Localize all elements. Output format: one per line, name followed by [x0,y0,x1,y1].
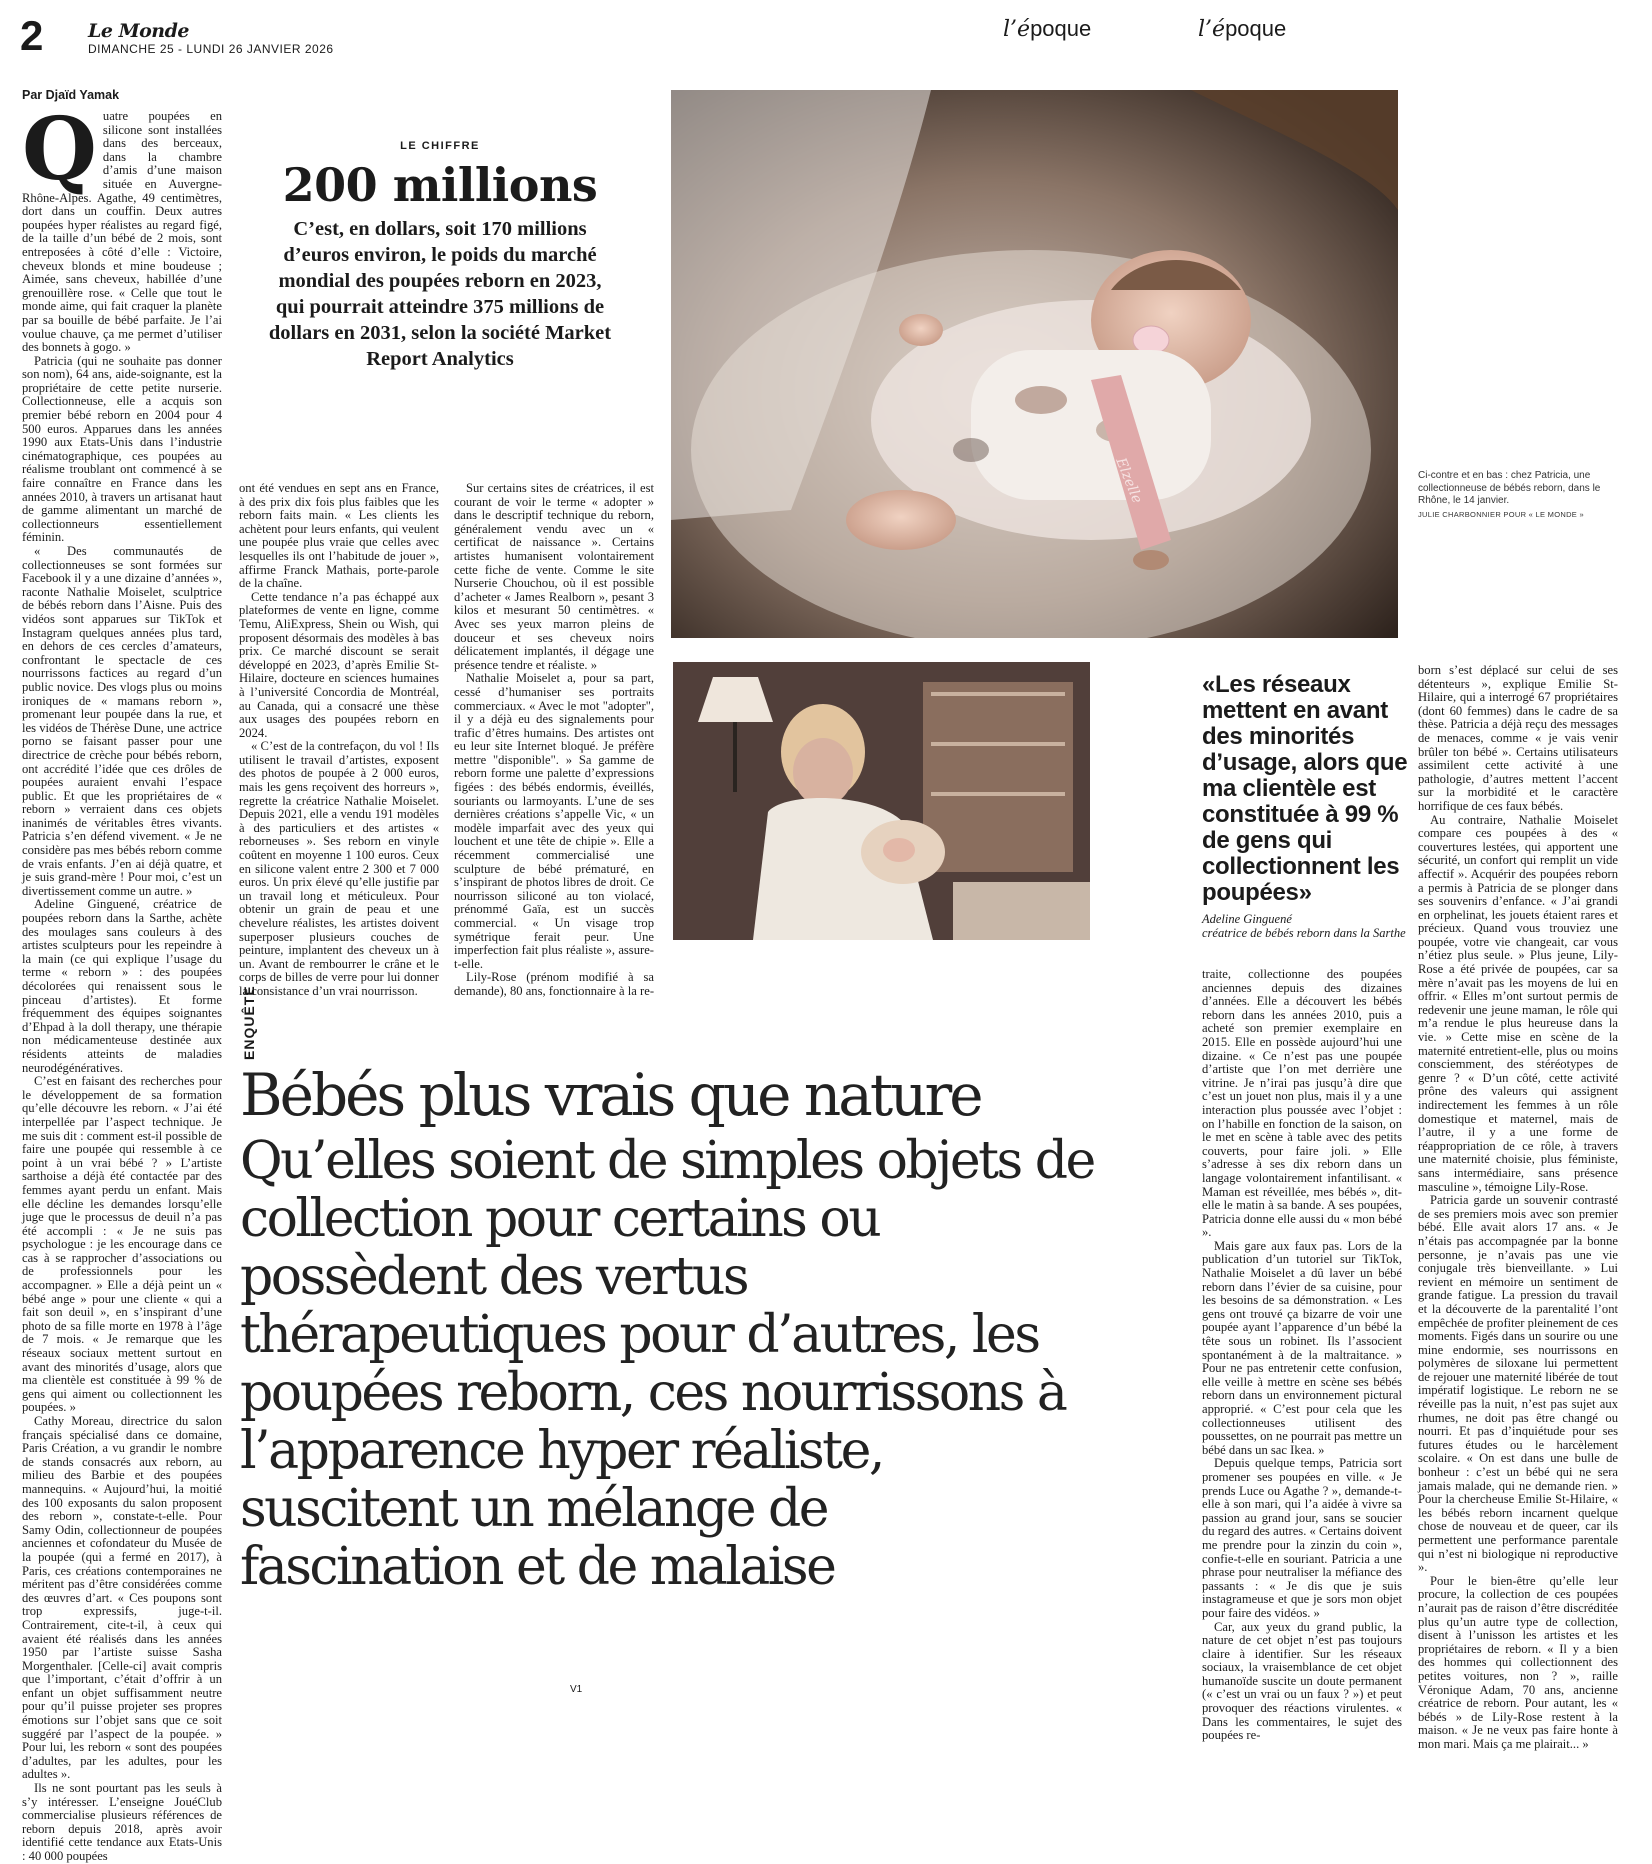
page-number: 2 [20,12,44,59]
article-label: ENQUÊTE [241,985,257,1060]
article-column-2 [239,481,439,998]
section-title-right [1198,16,1286,42]
paragraph: Lily-Rose (prénom modifié à sa demande), 80 ans, fonctionnaire à la re- [454,970,655,998]
paragraph: Nathalie Moiselet a, pour sa part, cessé d’humaniser ses portraits commerciaux. « Avec le mot "adopter", il y a déjà eu des signalements pour trafic d’êtres humains. Des artistes ont eu leur site Internet bloqué. Je préfère mettre "disponible". » Sa gamme de reborn forme une palette d’expressions figées : des bébés endormis, éveillés, souriants ou larmoyants. L’une de ses dernières créations s’appelle Vic, « un modèle imparfait avec des yeux qui louchent et une tête de chipie ». Elle a récemment commercialisé une sculpture de bébé prématuré, en s’inspirant de photos libres de droit. Ce nourrisson siliconé au ton violacé, prénommé Gaïa, est un succès commercial. « Un visage trop symétrique ferait peur. Une imperfection fait plus réaliste », assure-t-elle. [454,671,654,971]
section-title-left [1003,16,1091,42]
section-title-right-suffix: poque [1225,16,1287,41]
author-byline: Par Djaïd Yamak [22,88,120,102]
pull-quote-role: créatrice de bébés reborn dans la Sarthe [1202,926,1406,940]
paragraph: Ils ne sont pourtant pas les seuls à s’y intéresser. L’enseigne JouéClub commercialise plusieurs références de reborn depuis 2018, après avoir identifié cette tendance aux Etats-Unis : 40 000 poupées [22,1781,222,1863]
paragraph: Cathy Moreau, directrice du salon français spécialisé dans ce domaine, Paris Création, a vu grandir le nombre de stands consacrés aux reborn, au milieu des Barbie et des poupées mannequins. « Aujourd’hui, la moitié des 100 exposants du salon proposent des reborn », constate-t-elle. Pour Samy Odin, collectionneur de poupées anciennes et cofondateur du Musée de la poupée (qui a fermé en 2017), à Paris, ces créations contemporaines ne méritent pas d’être considérées comme des œuvres d’art. « Ces poupons sont trop expressifs, juge-t-il. Contrairement, cite-t-il, à ceux qui avaient été réalisés dans les années 1950 par l’artiste suisse Sasha Morgenthaler. [Celle-ci] avait compris que l’important, c’était d’offrir à un enfant un objet suffisamment neutre pour qu’il puisse projeter ses propres émotions sur l’objet sans que ce soit suggéré par l’aspect de la poupée. » Pour lui, les reborn « sont des poupées d’adultes, par les adultes, pour les adultes ». [22,1414,222,1782]
page-folio: V1 [570,1684,583,1695]
pull-quote: «Les réseaux mettent en avant des minorités d’usage, alors que ma clientèle est constituée à 99 % de gens qui collectionnent les poupées» [1202,671,1408,906]
paragraph: Au contraire, Nathalie Moiselet compare ces poupées à des « couvertures lestées, qui apportent une sécurité, un confort qui remplit un vide affectif ». Acquérir des poupées reborn a permis à Patricia de se plonger dans ses souvenirs d’enfance. « J’ai grandi en orphelinat, les jouets étaient rares et précieux. Quand vous trouviez une poupée, votre vie changeait, car vous n’étiez plus seule. » Plus jeune, Lily-Rose a été privée de poupées, car sa mère n’avait pas les moyens de lui en offrir. « Elles m’ont surtout permis de redevenir une jeune maman, le rôle qui m’a rendue le plus heureuse dans la vie. » Cette mise en scène de la maternité entretient-elle, plus ou moins consciemment, des stéréotypes de genre ? « D’un côté, cette activité prône des valeurs qui assignent indirectement les femmes à un rôle domestique et maternel, mais de l’autre, il y a une forme de réappropriation de ce rôle, à travers une maternité choisie, plus féministe, sans intermédiaire, sans présence masculine », témoigne Lily-Rose. [1418,812,1618,1194]
paragraph: Patricia (qui ne souhaite pas donner son nom), 64 ans, aide-soignante, est la propriétaire de cette petite nurserie. Collectionneuse, elle a acquis son premier bébé reborn en 2004 pour 4 500 euros. Apparues dans les années 1990 aux Etats-Unis dans l’industrie cinématographique, ces poupées au réalisme troublant ont commencé à se faire connaître en France dans les années 2010, à travers un artisanat haut de gamme alimentant un marché de collectionneurs essentiellement féminin. [22,353,222,545]
pull-quote-attribution [1202,912,1452,940]
paragraph: born s’est déplacé sur celui de ses détenteurs », explique Emilie St-Hilaire, qui a interrogé 67 propriétaires (dont 60 femmes) dans le cadre de sa thèse. Patricia a déjà reçu des messages de menaces, comme « je vais venir brûler ton bébé ». Certains utilisateurs assimilent cette activité à une pathologie, d’autres mettent l’accent sur la morbidité et le caractère horrifique de ces faux bébés. [1418,663,1618,813]
article-column-4 [1202,967,1402,1743]
issue-date: DIMANCHE 25 - LUNDI 26 JANVIER 2026 [88,42,334,56]
photo-reborn-baby [671,90,1398,638]
article-headline: Bébés plus vrais que nature [240,1061,981,1129]
paragraph: Patricia garde un souvenir contrasté de ses premiers mois avec son premier bébé. Elle avait alors 17 ans. « Je n’étais pas accompagnée par la bonne personne, je n’avais pas une vie conjugale très bienveillante. » Lui revient en mémoire un sentiment de grande fatigue. La pression du travail et la découverte de la parentalité l’ont empêchée de profiter pleinement de ces moments. Figés dans un sourire ou une mine endormie, ses nourrissons en polymères de siloxane lui permettent de rejouer une maternité libérée de tout impératif logistique. Le reborn ne se réveille pas la nuit, n’est pas sujet aux rhumes, ne doit pas être changé ou nourri. Et pas d’inquiétude pour ses futures études ou le harcèlement scolaire. « On est dans une bulle de bonheur : c’est un bébé qui ne sera jamais malade, qui ne demande rien. » Pour la chercheuse Emilie St-Hilaire, « les bébés reborn incarnent quelque chose de nouveau et de queer, car ils permettent une performance parentale qui n’est ni biologique ni reproductive ». [1418,1193,1618,1575]
figure-text: C’est, en dollars, soit 170 millions d’euros environ, le poids du marché mondial des poupées reborn en 2023, qui pourrait atteindre 375 millions de dollars en 2031, selon la société Market Report Analytics [268,218,612,370]
bracelet-text: Elzelle [1112,455,1145,506]
photo-collector [673,662,1090,940]
section-title-right-prefix: l’é [1198,17,1226,42]
article-column-3 [454,481,655,998]
drop-cap: Q [22,99,97,200]
article-column-1 [22,99,222,1863]
paragraph: « C’est de la contrefaçon, du vol ! Ils utilisent le travail d’artistes, exposent des photos de poupée à 2 000 euros, mais les gens reçoivent des horreurs », regrette la créatrice Nathalie Moiselet. Depuis 2021, elle a vendu 191 modèles à des particuliers et des artistes « reborneuses ». Ses reborn en vinyle coûtent en moyenne 1 100 euros. Ceux en silicone valent entre 2 300 et 7 000 euros. Un prix élevé qu’elle justifie par un travail long et méticuleux. Pour obtenir un grain de peau et une chevelure réalistes, les artistes doivent superposer plusieurs couches de peinture, implantent des cheveux un à un. Avant de rembourrer le crâne et le corps de billes de verre pour lui donner la consistance d’un vrai nourrisson. [239,739,439,998]
paragraph: Sur certains sites de créatrices, il est courant de voir le terme « adopter » dans le descriptif technique du reborn, généralement vendu avec un « certificat de naissance ». Certains artistes humanisent volontairement cette fiche de vente. Comme le site Nurserie Chouchou, où il est possible d’acheter « James Realborn », pesant 3 kilos et mesurant 50 centimètres. « Avec ses yeux marron pleins de douceur et ses cheveux noirs délicatement implantés, il dégage une présence tendre et réaliste. » [454,481,654,672]
section-title-left-prefix: l’é [1003,17,1031,42]
pull-quote-author: Adeline Ginguené [1202,912,1292,926]
photo-reborn-baby-illustration [671,90,1398,638]
article-standfirst: Qu’elles soient de simples objets de collection pour certains ou possèdent des vertus thérapeutiques pour d’autres, les poupées reborn, ces nourrissons à l’apparence hyper réaliste, suscitent un mélange de fascination et de malaise [240,1131,1094,1597]
paragraph: C’est en faisant des recherches pour le développement de sa formation qu’elle découvre les reborn. « J’ai été interpellée par l’aspect technique. Je me suis dit : comment est-il possible de faire une poupée qui ressemble à ce point à un vrai bébé ? » L’artiste sarthoise a déjà été contactée par des femmes ayant perdu un enfant. Mais elle décline les demandes lorsqu’elle juge que le processus de deuil n’a pas été accompli : « Je ne suis pas psychologue : je les encourage dans ce cas à se rapprocher d’associations ou de professionnels pour les accompagner. » Elle a déjà peint un « bébé ange » pour une cliente « qui a fait son deuil », en s’inspirant d’une photo de sa fille morte en 1978 à l’âge de 7 mois. « Je remarque que les réseaux sociaux mettent surtout en avant des minorités d’usage, alors que ma clientèle est constituée à 99 % de gens qui aiment ou collectionnent les poupées. » [22,1074,222,1415]
figure-kicker: LE CHIFFRE [400,140,480,152]
photo-caption: Ci-contre et en bas : chez Patricia, une collectionneuse de bébés reborn, dans le Rhône, le 14 janvier. [1418,470,1601,506]
section-title-left-suffix: poque [1030,16,1092,41]
paragraph: Car, aux yeux du grand public, la nature de cet objet n’est pas toujours claire à identifier. Sur les réseaux sociaux, la vraisemblance de cet objet humanoïde suscite un doute permanent (« c’est un vrai ou un faux ? ») et peut provoquer des réactions virulentes. « Dans les commentaires, le sujet des poupées re- [1202,1619,1402,1743]
masthead-logo: Le Monde [88,20,189,42]
article-column-5 [1418,663,1618,1751]
paragraph: ont été vendues en sept ans en France, à des prix dix fois plus faibles que les reborn faits main. « Les clients les achètent pour leurs enfants, qui veulent une poupée plus vraie que celles avec lesquelles ils ont l’habitude de jouer », affirme Franck Mathais, porte-parole de la chaîne. [239,481,439,591]
paragraph: Pour le bien-être qu’elle leur procure, la collection de ces poupées n’aurait pas de raison d’être discréditée plus qu’un autre type de collection, disent à l’unisson les artistes et les propriétaires de reborn. « Il y a bien des hommes qui collectionnent des petites voitures, non ? », raille Véronique Adam, 70 ans, ancienne créatrice de reborn. Pour autant, les « bébés » de Lily-Rose restent à la maison. « Je ne veux pas faire honte à mon mari. Mais ça me plairait... » [1418,1573,1618,1751]
paragraph: Depuis quelque temps, Patricia sort promener ses poupées en ville. « Je prends Luce ou Agathe ? », demande-t-elle à son mari, qui l’a aidée à vivre sa passion au grand jour, sans se soucier du regard des autres. « Certains doivent me prendre pour la zinzin du coin », confie-t-elle en souriant. Patricia a une phrase pour neutraliser la méfiance des passants : « Je dis que je suis instagrameuse et que je sors mon objet pour faire des vidéos. » [1202,1456,1402,1620]
paragraph: Adeline Ginguené, créatrice de poupées reborn dans la Sarthe, achète des moulages sans couleurs à des artistes sculpteurs pour les repeindre à la main (ce qui explique l’usage du terme « reborn » : des poupées décolorées qui renaissent sous le pinceau d’artistes). Et forme fréquemment des équipes soignantes d’Ehpad à la doll therapy, une thérapie non médicamenteuse destinée aux résidents atteints de maladies neurodégénératives. [22,897,222,1075]
photo-credit: JULIE CHARBONNIER POUR « LE MONDE » [1418,510,1584,519]
paragraph: traite, collectionne des poupées anciennes depuis des dizaines d’années. Elle a découvert les bébés reborn dans les années 2010, puis a acheté son premier exemplaire en 2015. Elle en possède aujourd’hui une dizaine. « Ce n’est pas une poupée d’artiste que l’on met derrière une vitrine. Je n’irai pas jusqu’à dire que c’est un jouet non plus, mais il y a une interaction plus poussée avec l’objet : on l’habille en fonction de la saison, on le met en scène à table avec des petits couverts, pour faire joli. » Elle s’adresse à ses dix reborn dans un langage volontairement infantilisant. « Maman est réveillée, mes bébés », dit-elle le matin à sa bande. A ses poupées, Patricia donne elle aussi du « mon bébé ». [1202,967,1402,1240]
figure-number: 200 millions [282,158,598,212]
photo-collector-illustration [673,662,1090,940]
paragraph: Cette tendance n’a pas échappé aux plateformes de vente en ligne, comme Temu, AliExpress, Shein ou Wish, qui proposent désormais des modèles à bas prix. Ce marché discount se serait développé en 2023, d’après Emilie St-Hilaire, docteure en sciences humaines à l’université Concordia de Montréal, au Canada, qui a consacré une thèse aux usages des poupées reborn en 2024. [239,589,439,740]
paragraph: uatre poupées en silicone sont installées dans des berceaux, dans la chambre d’amis d’une maison située en Auvergne-Rhône-Alpes. Agathe, 49 centimètres, dort dans un couffin. Deux autres poupées hyper réalistes au regard figé, de la taille d’un bébé de 2 mois, sont entreposées à côté d’elle : Victoire, cheveux blonds et mine boudeuse ; Aimée, sans cheveux, habillée d’une grenouillère rose. « Celle que tout le monde aime, qui fait craquer la planète par sa bouille de bébé parfaite. Je l’ai voulue chauve, ça me permet d’utiliser des bonnets à gogo. » [22,109,222,355]
paragraph: Mais gare aux faux pas. Lors de la publication d’un tutoriel sur TikTok, Nathalie Moiselet a dû laver un bébé reborn dans l’évier de sa cuisine, pour les besoins de sa démonstration. « Les gens ont trouvé ça bizarre de voir une poupée ayant l’apparence d’un bébé la tête sous un robinet. Ils l’associent spontanément à de la maltraitance. » Pour ne pas entretenir cette confusion, elle veille à mettre en scène ses bébés reborn dans un environnement pictural approprié. « C’est pour cela que les collectionneuses utilisent des poussettes, on ne pourrait pas mettre un bébé dans un sac Ikea. » [1202,1238,1402,1457]
paragraph: « Des communautés de collectionneuses se sont formées sur Facebook il y a une dizaine d’années », raconte Nathalie Moiselet, sculptrice de bébés reborn dans l’Aisne. Puis des vidéos sont apparues sur TikTok et Instagram quelques années plus tard, en dehors de ces cercles d’amateurs, confrontant le spectacle de ces nourrissons factices au regard d’un public novice. Des vlogs plus ou moins ironiques de « mamans reborn », promenant leur poupée dans la rue, et les vidéos de Thérèse Dune, une actrice porno se faisant passer pour une directrice de crèche pour bébés reborn, ont accrédité l’idée que ces drôles de poupées auraient envahi l’espace public. Et que les propriétaires de « reborn » verraient dans ces objets inanimés de véritables êtres vivants. Patricia s’en défend vivement. « Je ne considère pas mes bébés reborn comme de vrais enfants. J’en ai déjà quatre, et je suis grand-mère ! Pour moi, c’est un divertissement comme un autre. » [22,544,222,898]
